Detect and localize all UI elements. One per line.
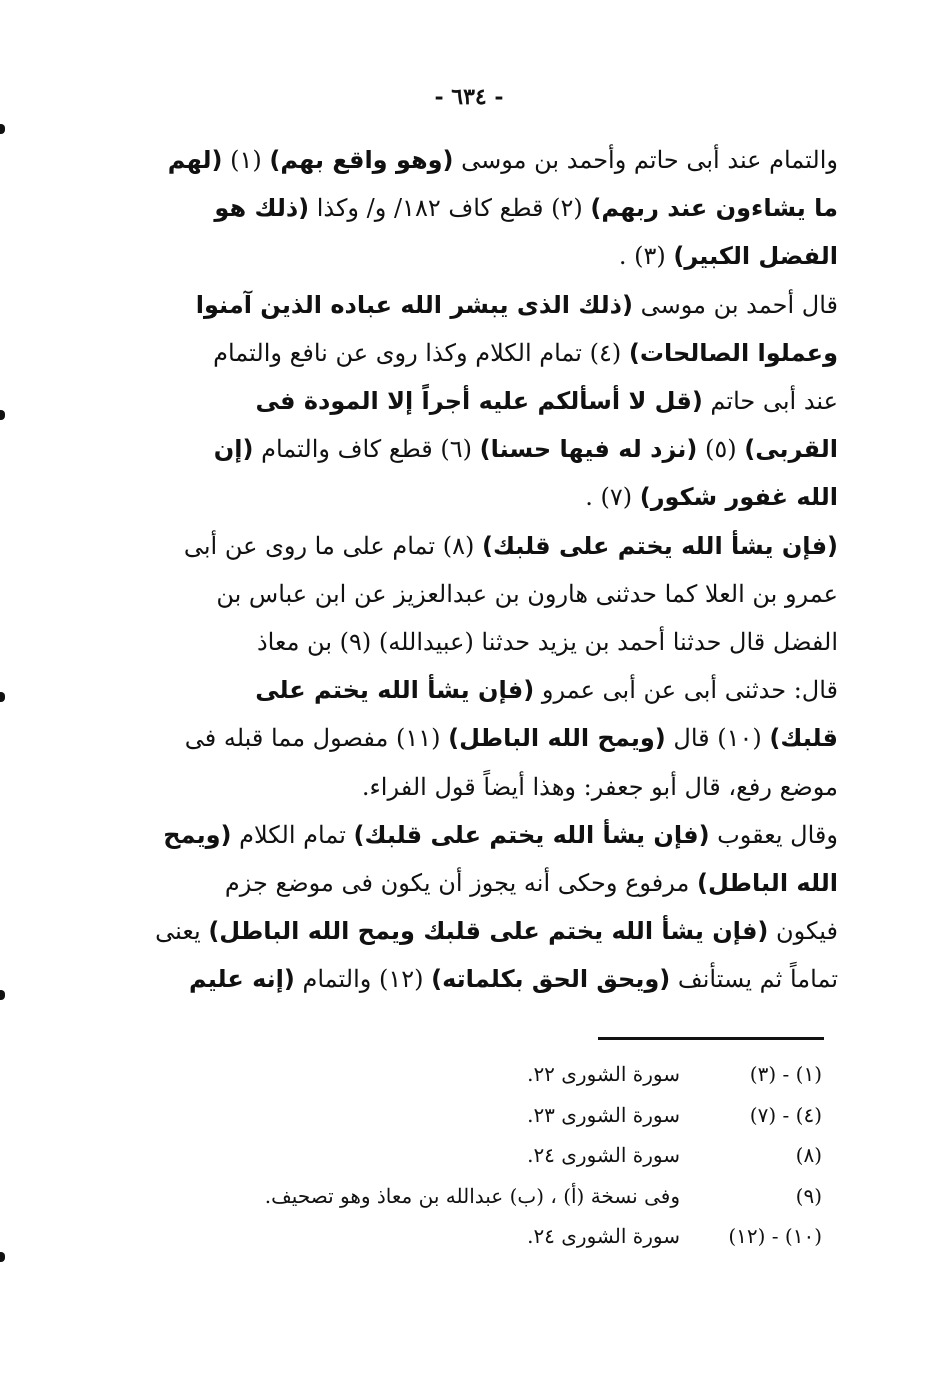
scan-edge-mark xyxy=(0,410,5,420)
text-segment: (٤) تمام الكلام وكذا روى عن نافع والتمام xyxy=(213,338,629,367)
quran-quote: (نزد له فيها حسنا) xyxy=(479,435,698,464)
text-segment: (٣) . xyxy=(618,242,674,271)
text-segment: تمام الكلام xyxy=(231,820,354,849)
text-line xyxy=(132,714,838,762)
footnotes xyxy=(150,1054,822,1257)
quran-quote: قلبك) xyxy=(769,724,838,753)
text-line xyxy=(132,473,838,521)
footnote xyxy=(150,1054,822,1095)
page-number: - ٦٣٤ - xyxy=(434,84,504,110)
text-segment: الفضل قال حدثنا أحمد بن يزيد حدثنا (عبيدالله) (٩) بن معاذ xyxy=(256,628,838,657)
quran-quote: الله الباطل) xyxy=(697,869,838,898)
footnote-number: (٨) xyxy=(795,1143,822,1167)
text-segment: (٥) xyxy=(697,435,745,464)
scan-edge-mark xyxy=(0,990,5,1000)
quran-quote: القربى) xyxy=(744,435,838,464)
main-text xyxy=(132,136,838,1004)
quran-quote: الله غفور شكور) xyxy=(639,483,838,512)
text-line xyxy=(132,811,838,859)
footnote-text: وفى نسخة (أ) ، (ب) عبدالله بن معاذ وهو تصحيف. xyxy=(264,1183,680,1208)
text-segment: موضع رفع، قال أبو جعفر: وهذا أيضاً قول الفراء. xyxy=(361,772,838,801)
text-line xyxy=(132,763,838,811)
text-segment: (٢) قطع كاف ١٨٢/ و/ وكذا xyxy=(309,194,591,223)
footnote-number: (٤) - (٧) xyxy=(749,1102,822,1127)
paragraph xyxy=(132,281,838,522)
text-segment: (١) xyxy=(222,146,270,174)
quran-quote: (فإن يشأ الله يختم على قلبك) xyxy=(353,820,710,849)
text-line xyxy=(132,859,838,907)
text-line xyxy=(132,618,838,666)
text-line xyxy=(132,281,838,329)
footnote-separator xyxy=(598,1037,824,1040)
quran-quote: (قل لا أسألكم عليه أجراً إلا المودة فى xyxy=(255,387,703,416)
text-segment: (١٠) قال xyxy=(665,724,770,753)
quran-quote: (ويمح الله الباطل) xyxy=(448,724,666,753)
text-segment: (١١) مفصول مما قبله فى xyxy=(184,724,449,753)
quran-quote: (ذلك الذى يبشر الله عباده الذين آمنوا xyxy=(195,290,633,319)
quran-quote: ما يشاءون عند ربهم) xyxy=(590,194,838,223)
text-line xyxy=(132,425,838,473)
text-line xyxy=(132,377,838,425)
text-line xyxy=(132,570,838,618)
footnote-number: (١٠) - (١٢) xyxy=(728,1224,822,1248)
text-line xyxy=(132,522,838,570)
quran-quote: الفضل الكبير) xyxy=(673,242,838,271)
footnote-text: سورة الشورى ٢٣. xyxy=(527,1102,680,1127)
text-line xyxy=(132,232,838,280)
scan-edge-mark xyxy=(0,692,5,702)
footnote xyxy=(150,1135,822,1176)
footnote xyxy=(150,1216,822,1257)
text-line xyxy=(132,184,838,232)
text-segment: والتمام عند أبى حاتم وأحمد بن موسى xyxy=(453,146,838,174)
quran-quote: (فإن يشأ الله يختم على xyxy=(255,676,535,705)
scan-edge-mark xyxy=(0,1252,5,1262)
scan-edge-mark xyxy=(0,124,5,134)
text-segment: عمرو بن العلا كما حدثنى هارون بن عبدالعزيز عن ابن عباس بن xyxy=(216,579,838,608)
footnote-text: سورة الشورى ٢٤. xyxy=(527,1224,680,1248)
quran-quote: (ويحق الحق بكلماته) xyxy=(431,965,671,994)
quran-quote: (ذلك هو xyxy=(214,194,310,223)
text-line xyxy=(132,666,838,714)
footnote-number: (١) - (٣) xyxy=(749,1062,822,1086)
text-line xyxy=(132,136,838,184)
text-segment: (٦) قطع كاف والتمام xyxy=(253,435,480,464)
text-segment: تماماً ثم يستأنف xyxy=(670,965,838,994)
text-line xyxy=(132,907,838,955)
footnote-text: سورة الشورى ٢٢. xyxy=(527,1062,680,1086)
quran-quote: وعملوا الصالحات) xyxy=(628,338,838,367)
text-segment: قال أحمد بن موسى xyxy=(632,290,838,319)
text-segment: يعنى xyxy=(155,917,209,946)
text-segment: (٧) . xyxy=(585,483,640,512)
paragraph xyxy=(132,522,838,811)
quran-quote: (وهو واقع بهم) xyxy=(269,146,454,174)
quran-quote: (ويمح xyxy=(163,820,232,849)
text-segment: فيكون xyxy=(768,917,838,946)
quran-quote: (فإن يشأ الله يختم على قلبك ويمح الله الباطل) xyxy=(208,917,769,946)
text-segment: (١٢) والتمام xyxy=(294,965,432,994)
text-line xyxy=(132,329,838,377)
footnote xyxy=(150,1176,822,1217)
text-line xyxy=(132,955,838,1003)
quran-quote: (فإن يشأ الله يختم على قلبك) xyxy=(481,531,838,560)
footnote-text: سورة الشورى ٢٤. xyxy=(527,1143,680,1167)
text-segment: قال: حدثنى أبى عن أبى عمرو xyxy=(534,676,838,705)
quran-quote: (إنه عليم xyxy=(188,965,295,994)
text-segment: عند أبى حاتم xyxy=(702,387,838,416)
footnote-number: (٩) xyxy=(795,1183,822,1208)
paragraph xyxy=(132,811,838,1004)
text-segment: مرفوع وحكى أنه يجوز أن يكون فى موضع جزم xyxy=(224,869,697,898)
text-segment: (٨) تمام على ما روى عن أبى xyxy=(183,531,482,560)
paragraph xyxy=(132,136,838,281)
quran-quote: (لهم xyxy=(167,146,223,174)
footnote xyxy=(150,1095,822,1136)
quran-quote: (إن xyxy=(213,435,254,464)
text-segment: وقال يعقوب xyxy=(709,820,838,849)
